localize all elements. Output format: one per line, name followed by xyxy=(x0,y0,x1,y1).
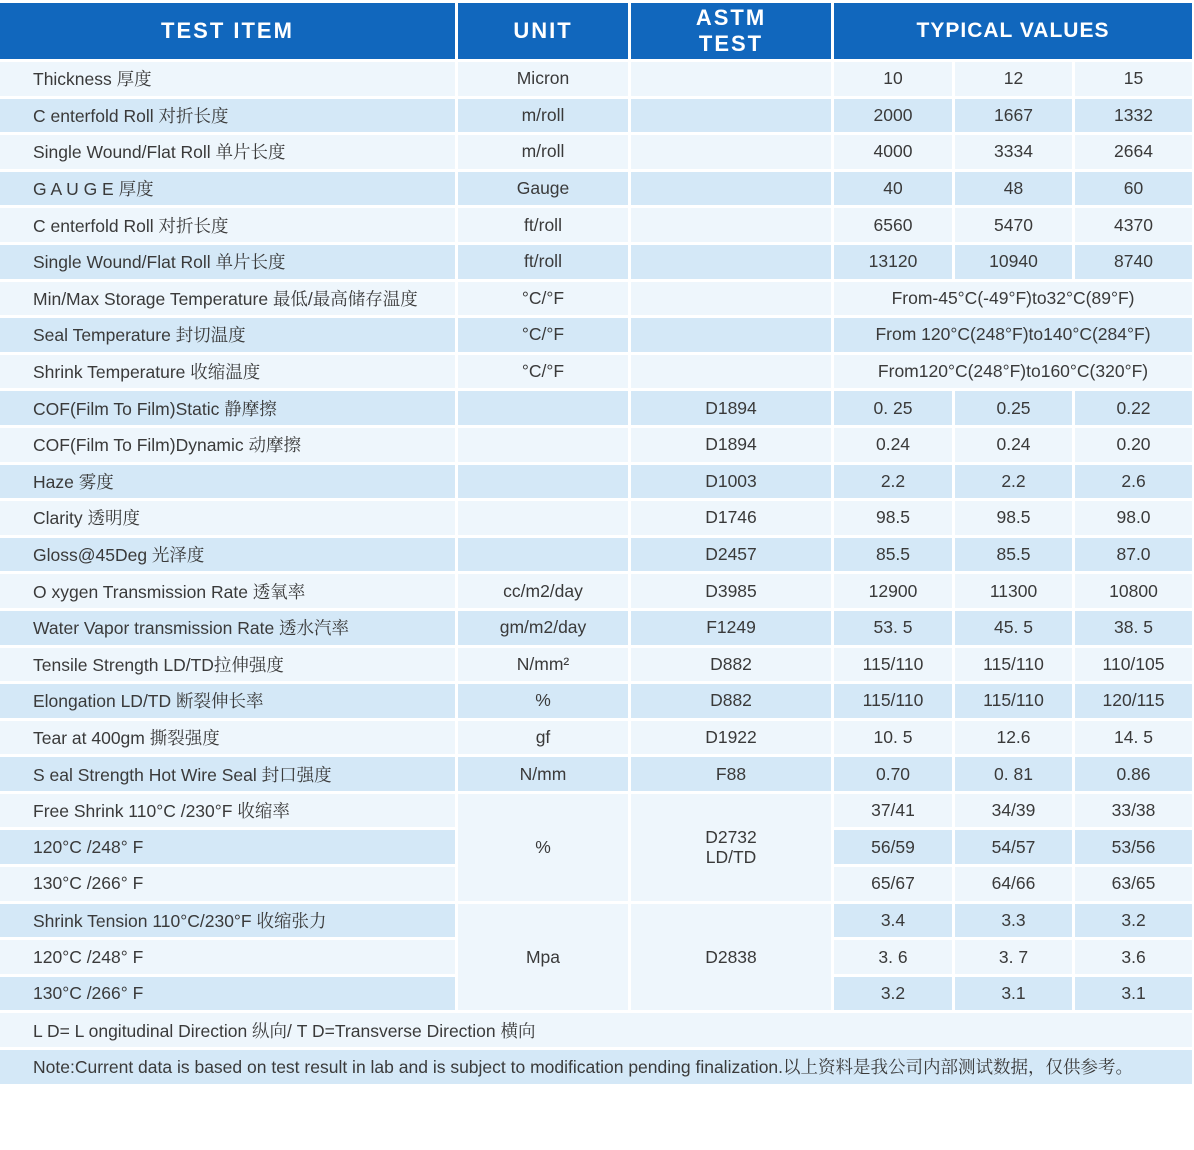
astm-cell xyxy=(631,794,831,901)
test-item-cell: O xygen Transmission Rate 透氧率 xyxy=(0,574,455,608)
value-15-cell: 10800 xyxy=(1075,574,1192,608)
test-item-cell: Elongation LD/TD 断裂伸长率 xyxy=(0,684,455,718)
astm-cell xyxy=(631,355,831,389)
value-12-cell: 98.5 xyxy=(955,501,1072,535)
value-12-cell: 0. 81 xyxy=(955,757,1072,791)
table-row xyxy=(0,648,1192,682)
unit-cell xyxy=(458,538,628,572)
astm-cell xyxy=(631,208,831,242)
value-15-cell: 14. 5 xyxy=(1075,721,1192,755)
value-15-cell: 3.2 xyxy=(1075,904,1192,938)
astm-cell: D882 xyxy=(631,684,831,718)
value-15-cell: 33/38 xyxy=(1075,794,1192,828)
test-item-cell: Thickness 厚度 xyxy=(0,62,455,96)
test-item-cell: Tensile Strength LD/TD拉伸强度 xyxy=(0,648,455,682)
table-row xyxy=(0,574,1192,608)
astm-cell: D2457 xyxy=(631,538,831,572)
astm-cell xyxy=(631,135,831,169)
table-row xyxy=(0,794,1192,828)
astm-cell: D2838 xyxy=(631,904,831,1011)
test-item-cell: G A U G E 厚度 xyxy=(0,172,455,206)
test-item-cell: Tear at 400gm 撕裂强度 xyxy=(0,721,455,755)
footnote-row xyxy=(0,1013,1192,1047)
value-15-cell: 60 xyxy=(1075,172,1192,206)
astm-line2: LD/TD xyxy=(705,847,757,868)
value-10-cell: 0.24 xyxy=(834,428,952,462)
test-item-cell: Haze 雾度 xyxy=(0,465,455,499)
unit-cell: ft/roll xyxy=(458,245,628,279)
value-10-cell: 53. 5 xyxy=(834,611,952,645)
test-item-cell: COF(Film To Film)Static 静摩擦 xyxy=(0,391,455,425)
value-10-cell: 6560 xyxy=(834,208,952,242)
unit-cell: m/roll xyxy=(458,135,628,169)
unit-cell: % xyxy=(458,794,628,901)
value-10-cell: 56/59 xyxy=(834,830,952,864)
test-item-cell: 120°C /248° F xyxy=(0,940,455,974)
header-astm-test xyxy=(631,3,831,59)
test-item-cell: C enterfold Roll 对折长度 xyxy=(0,208,455,242)
value-10-cell: 2.2 xyxy=(834,465,952,499)
table-row xyxy=(0,501,1192,535)
unit-cell: ft/roll xyxy=(458,208,628,242)
value-12-cell: 12 xyxy=(955,62,1072,96)
value-12-cell: 45. 5 xyxy=(955,611,1072,645)
unit-cell: m/roll xyxy=(458,99,628,133)
value-15-cell: 3.1 xyxy=(1075,977,1192,1011)
table-row xyxy=(0,391,1192,425)
header-astm-line2: TEST xyxy=(698,31,764,56)
table-row xyxy=(0,135,1192,169)
unit-cell xyxy=(458,391,628,425)
value-15-cell: 2.6 xyxy=(1075,465,1192,499)
value-10-cell: 4000 xyxy=(834,135,952,169)
typical-range-cell: From 120°C(248°F)to140°C(284°F) xyxy=(834,318,1192,352)
test-item-cell: Single Wound/Flat Roll 单片长度 xyxy=(0,135,455,169)
typical-range-cell: From120°C(248°F)to160°C(320°F) xyxy=(834,355,1192,389)
table-row xyxy=(0,721,1192,755)
value-15-cell: 87.0 xyxy=(1075,538,1192,572)
header-astm-line1: ASTM xyxy=(695,5,767,30)
astm-cell: D1922 xyxy=(631,721,831,755)
unit-cell: Gauge xyxy=(458,172,628,206)
value-15-cell: 98.0 xyxy=(1075,501,1192,535)
unit-cell: N/mm xyxy=(458,757,628,791)
table-row xyxy=(0,904,1192,938)
value-12-cell: 1667 xyxy=(955,99,1072,133)
test-item-cell: Clarity 透明度 xyxy=(0,501,455,535)
test-item-cell: 120°C /248° F xyxy=(0,830,455,864)
table-row xyxy=(0,757,1192,791)
value-10-cell: 3.4 xyxy=(834,904,952,938)
test-item-cell: S eal Strength Hot Wire Seal 封口强度 xyxy=(0,757,455,791)
value-10-cell: 65/67 xyxy=(834,867,952,901)
astm-cell xyxy=(631,172,831,206)
test-item-cell: Shrink Temperature 收缩温度 xyxy=(0,355,455,389)
value-12-cell: 3.1 xyxy=(955,977,1072,1011)
test-item-cell: Single Wound/Flat Roll 单片长度 xyxy=(0,245,455,279)
header-unit: UNIT xyxy=(458,3,628,59)
value-10-cell: 10 xyxy=(834,62,952,96)
astm-cell xyxy=(631,282,831,316)
value-12-cell: 54/57 xyxy=(955,830,1072,864)
table-row xyxy=(0,611,1192,645)
table-row xyxy=(0,465,1192,499)
value-12-cell: 11300 xyxy=(955,574,1072,608)
unit-cell: Mpa xyxy=(458,904,628,1011)
value-10-cell: 12900 xyxy=(834,574,952,608)
value-12-cell: 10940 xyxy=(955,245,1072,279)
unit-cell: gf xyxy=(458,721,628,755)
value-10-cell: 40 xyxy=(834,172,952,206)
table-row xyxy=(0,538,1192,572)
value-12-cell: 115/110 xyxy=(955,648,1072,682)
footnote-note: Note:Current data is based on test result in lab and is subject to modification pending finalization.以上资料是我公司内部测试数据，仅供参考。 xyxy=(0,1050,1192,1084)
value-10-cell: 13120 xyxy=(834,245,952,279)
test-item-cell: Shrink Tension 110°C/230°F 收缩张力 xyxy=(0,904,455,938)
value-15-cell: 0.20 xyxy=(1075,428,1192,462)
table-row xyxy=(0,684,1192,718)
test-item-cell: 130°C /266° F xyxy=(0,867,455,901)
value-15-cell: 0.86 xyxy=(1075,757,1192,791)
test-item-cell: C enterfold Roll 对折长度 xyxy=(0,99,455,133)
value-15-cell: 8740 xyxy=(1075,245,1192,279)
header-test-item: TEST ITEM xyxy=(0,3,455,59)
astm-cell: D1003 xyxy=(631,465,831,499)
table-row xyxy=(0,355,1192,389)
value-10-cell: 85.5 xyxy=(834,538,952,572)
value-10-cell: 115/110 xyxy=(834,648,952,682)
astm-cell: F88 xyxy=(631,757,831,791)
unit-cell: % xyxy=(458,684,628,718)
test-item-cell: COF(Film To Film)Dynamic 动摩擦 xyxy=(0,428,455,462)
value-10-cell: 3.2 xyxy=(834,977,952,1011)
table-row xyxy=(0,99,1192,133)
unit-cell xyxy=(458,465,628,499)
value-12-cell: 0.24 xyxy=(955,428,1072,462)
value-12-cell: 64/66 xyxy=(955,867,1072,901)
header-typical-values: TYPICAL VALUES xyxy=(834,3,1192,59)
astm-cell xyxy=(631,318,831,352)
typical-range-cell: From-45°C(-49°F)to32°C(89°F) xyxy=(834,282,1192,316)
unit-cell: cc/m2/day xyxy=(458,574,628,608)
value-15-cell: 1332 xyxy=(1075,99,1192,133)
astm-line1: D2732 xyxy=(705,827,757,848)
unit-cell: °C/°F xyxy=(458,282,628,316)
value-12-cell: 115/110 xyxy=(955,684,1072,718)
astm-cell: D1894 xyxy=(631,391,831,425)
value-15-cell: 15 xyxy=(1075,62,1192,96)
value-12-cell: 2.2 xyxy=(955,465,1072,499)
value-12-cell: 3334 xyxy=(955,135,1072,169)
test-item-cell: 130°C /266° F xyxy=(0,977,455,1011)
table-row xyxy=(0,282,1192,316)
unit-cell: °C/°F xyxy=(458,318,628,352)
astm-cell: D882 xyxy=(631,648,831,682)
value-10-cell: 115/110 xyxy=(834,684,952,718)
unit-cell xyxy=(458,501,628,535)
value-12-cell: 0.25 xyxy=(955,391,1072,425)
value-12-cell: 5470 xyxy=(955,208,1072,242)
value-15-cell: 110/105 xyxy=(1075,648,1192,682)
value-12-cell: 12.6 xyxy=(955,721,1072,755)
value-15-cell: 2664 xyxy=(1075,135,1192,169)
unit-cell: gm/m2/day xyxy=(458,611,628,645)
astm-cell: D1894 xyxy=(631,428,831,462)
value-12-cell: 3. 7 xyxy=(955,940,1072,974)
value-10-cell: 2000 xyxy=(834,99,952,133)
table-row xyxy=(0,62,1192,96)
table-row xyxy=(0,172,1192,206)
table-row xyxy=(0,318,1192,352)
value-10-cell: 3. 6 xyxy=(834,940,952,974)
table-row xyxy=(0,208,1192,242)
test-item-cell: Gloss@45Deg 光泽度 xyxy=(0,538,455,572)
value-15-cell: 63/65 xyxy=(1075,867,1192,901)
value-12-cell: 3.3 xyxy=(955,904,1072,938)
footnote-row xyxy=(0,1050,1192,1084)
astm-cell: F1249 xyxy=(631,611,831,645)
value-15-cell: 0.22 xyxy=(1075,391,1192,425)
value-15-cell: 120/115 xyxy=(1075,684,1192,718)
unit-cell xyxy=(458,428,628,462)
test-item-cell: Seal Temperature 封切温度 xyxy=(0,318,455,352)
unit-cell: N/mm² xyxy=(458,648,628,682)
astm-cell: D3985 xyxy=(631,574,831,608)
value-10-cell: 37/41 xyxy=(834,794,952,828)
value-15-cell: 38. 5 xyxy=(1075,611,1192,645)
astm-cell: D1746 xyxy=(631,501,831,535)
value-15-cell: 4370 xyxy=(1075,208,1192,242)
test-item-cell: Min/Max Storage Temperature 最低/最高储存温度 xyxy=(0,282,455,316)
footnote-legend: L D= L ongitudinal Direction 纵向/ T D=Transverse Direction 横向 xyxy=(0,1013,1192,1047)
value-10-cell: 10. 5 xyxy=(834,721,952,755)
astm-cell xyxy=(631,245,831,279)
value-10-cell: 0.70 xyxy=(834,757,952,791)
value-12-cell: 48 xyxy=(955,172,1072,206)
astm-cell xyxy=(631,99,831,133)
test-item-cell: Free Shrink 110°C /230°F 收缩率 xyxy=(0,794,455,828)
unit-cell: Micron xyxy=(458,62,628,96)
header-row xyxy=(0,3,1192,59)
astm-cell xyxy=(631,62,831,96)
value-12-cell: 34/39 xyxy=(955,794,1072,828)
value-10-cell: 0. 25 xyxy=(834,391,952,425)
table-row xyxy=(0,428,1192,462)
value-15-cell: 3.6 xyxy=(1075,940,1192,974)
unit-cell: °C/°F xyxy=(458,355,628,389)
test-item-cell: Water Vapor transmission Rate 透水汽率 xyxy=(0,611,455,645)
value-10-cell: 98.5 xyxy=(834,501,952,535)
value-15-cell: 53/56 xyxy=(1075,830,1192,864)
table-row xyxy=(0,245,1192,279)
value-12-cell: 85.5 xyxy=(955,538,1072,572)
